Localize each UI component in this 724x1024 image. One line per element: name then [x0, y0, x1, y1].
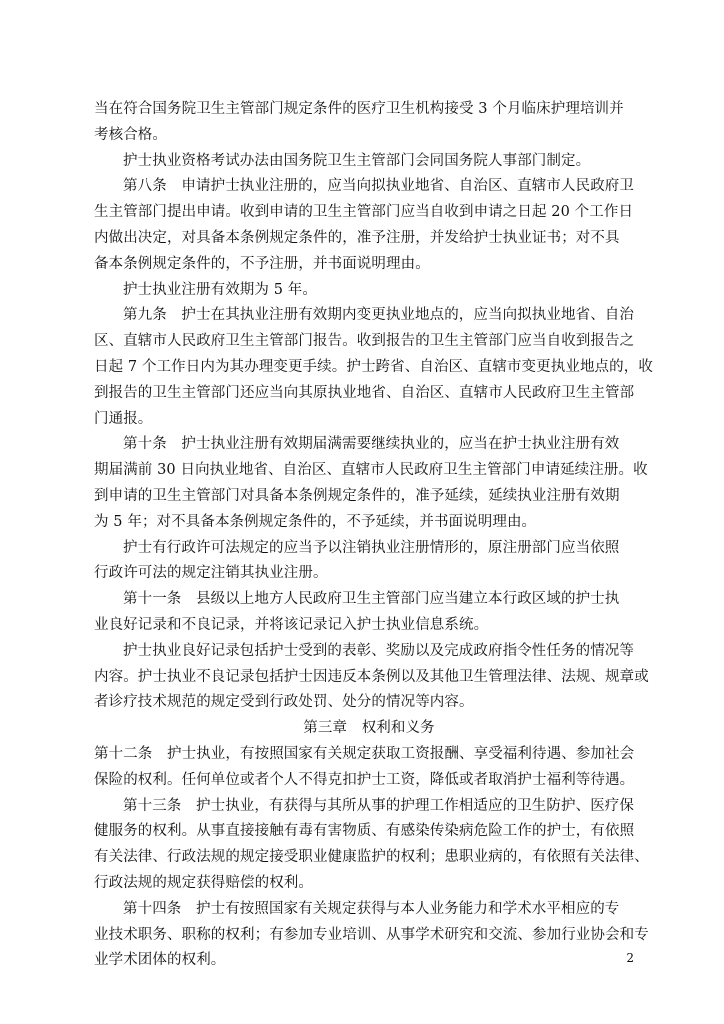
text-line: 健服务的权利。从事直接接触有毒有害物质、有感染传染病危险工作的护士，有依照	[94, 823, 635, 840]
paragraph-start: 护士执业良好记录包括护士受到的表彰、奖励以及完成政府指令性任务的情况等	[123, 642, 634, 659]
text-line: 内做出决定，对具备本条例规定条件的，准予注册，并发给护士执业证书；对不具	[94, 229, 620, 246]
text-line: 业学术团体的权利。	[94, 952, 226, 969]
text-line: 门通报。	[94, 410, 153, 427]
text-line: 行政法规的规定获得赔偿的权利。	[94, 874, 313, 891]
paragraph-start: 护士执业资格考试办法由国务院卫生主管部门会同国务院人事部门制定。	[123, 152, 591, 169]
text-line: 业良好记录和不良记录，并将该记录记入护士执业信息系统。	[94, 616, 489, 633]
article-11-start: 第十一条 县级以上地方人民政府卫生主管部门应当建立本行政区域的护士执	[123, 591, 620, 608]
page-number: 2	[626, 951, 634, 965]
text-line: 期届满前 30 日向执业地省、自治区、直辖市人民政府卫生主管部门申请延续注册。收	[94, 462, 648, 479]
paragraph-start: 护士执业注册有效期为 5 年。	[123, 281, 317, 298]
text-line: 到报告的卫生主管部门还应当向其原执业地省、自治区、直辖市人民政府卫生主管部	[94, 384, 635, 401]
article-8-start: 第八条 申请护士执业注册的，应当向拟执业地省、自治区、直辖市人民政府卫	[123, 178, 634, 195]
text-line: 为 5 年；对不具备本条例规定条件的，不予延续，并书面说明理由。	[94, 513, 537, 530]
article-9-start: 第九条 护士在其执业注册有效期内变更执业地点的，应当向拟执业地省、自治	[123, 307, 634, 324]
article-10-start: 第十条 护士执业注册有效期届满需要继续执业的，应当在护士执业注册有效	[123, 436, 620, 453]
text-line: 备本条例规定条件的，不予注册，并书面说明理由。	[94, 255, 430, 272]
paragraph-start: 护士有行政许可法规定的应当予以注销执业注册情形的，原注册部门应当依照	[123, 539, 620, 556]
text-line: 内容。护士执业不良记录包括护士因违反本条例以及其他卫生管理法律、法规、规章或	[94, 668, 649, 685]
article-12-start: 第十二条 护士执业，有按照国家有关规定获取工资报酬、享受福利待遇、参加社会	[94, 745, 635, 762]
chapter-heading: 第三章 权利和义务	[303, 720, 435, 737]
text-line: 日起 7 个工作日内为其办理变更手续。护士跨省、自治区、直辖市变更执业地点的，收	[94, 358, 653, 375]
text-line: 区、直辖市人民政府卫生主管部门报告。收到报告的卫生主管部门应当自收到报告之	[94, 333, 635, 350]
text-line: 业技术职务、职称的权利；有参加专业培训、从事学术研究和交流、参加行业协会和专	[94, 926, 649, 943]
article-13-start: 第十三条 护士执业，有获得与其所从事的护理工作相适应的卫生防护、医疗保	[123, 797, 634, 814]
text-line: 行政许可法的规定注销其执业注册。	[94, 565, 328, 582]
text-line: 当在符合国务院卫生主管部门规定条件的医疗卫生机构接受 3 个月临床护理培训并	[94, 101, 624, 117]
text-line: 考核合格。	[94, 126, 167, 143]
text-line: 有关法律、行政法规的规定接受职业健康监护的权利；患职业病的，有依照有关法律、	[94, 849, 649, 866]
text-line: 保险的权利。任何单位或者个人不得克扣护士工资，降低或者取消护士福利等待遇。	[94, 771, 635, 788]
text-line: 到申请的卫生主管部门对具备本条例规定条件的，准予延续，延续执业注册有效期	[94, 487, 620, 504]
body-text	[94, 97, 653, 974]
text-line: 生主管部门提出申请。收到申请的卫生主管部门应当自收到申请之日起 20 个工作日	[94, 204, 634, 221]
text-line: 者诊疗技术规范的规定受到行政处罚、处分的情况等内容。	[94, 694, 474, 711]
article-14-start: 第十四条 护士有按照国家有关规定获得与本人业务能力和学术水平相应的专	[123, 900, 620, 917]
